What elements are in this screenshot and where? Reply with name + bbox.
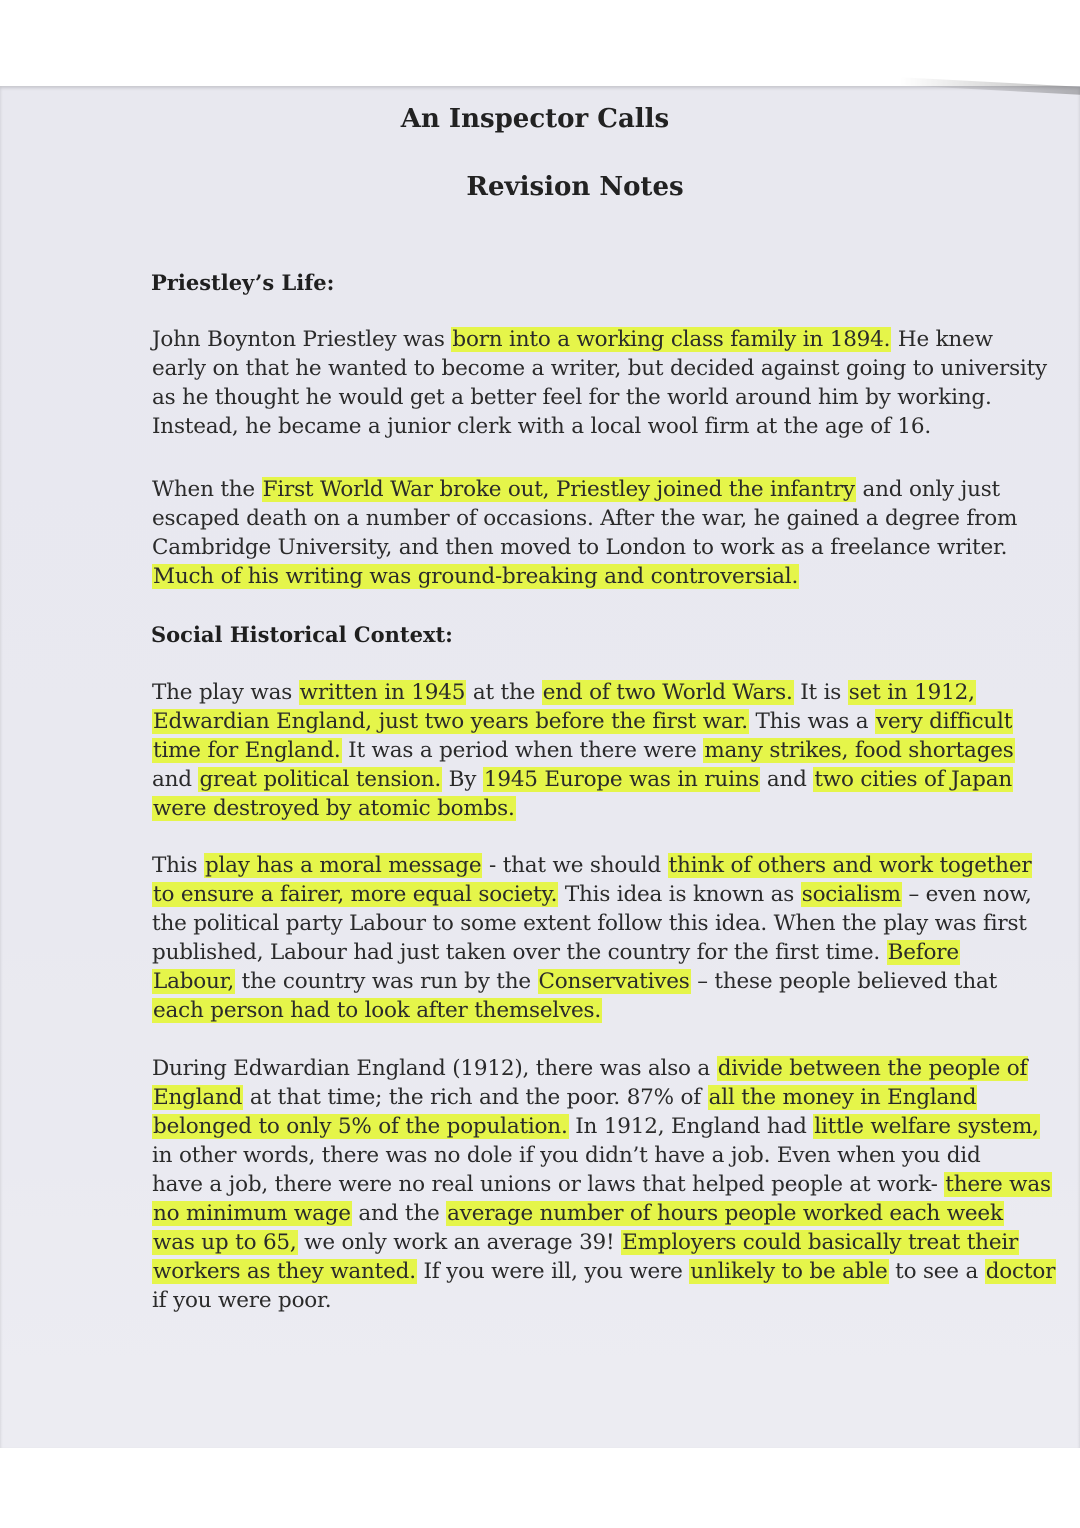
body-text: have a job, there were no real unions or laws that helped people at work-: [152, 1172, 945, 1197]
highlighted-text: First World War broke out, Priestley joined the infantry: [262, 477, 855, 502]
body-text: and: [760, 767, 814, 792]
text-line: [152, 1141, 992, 1170]
text-line: [152, 736, 1014, 765]
highlighted-text: unlikely to be able: [690, 1259, 888, 1284]
text-line: [152, 1257, 1056, 1286]
highlighted-text: all the money in England: [708, 1085, 977, 1110]
text-line: [152, 1199, 1003, 1228]
text-line: [152, 1228, 1019, 1257]
text-line: [152, 707, 1013, 736]
text-line: [152, 354, 1047, 383]
highlighted-text: were destroyed by atomic bombs.: [153, 796, 515, 821]
highlighted-text: set in 1912,: [848, 680, 975, 705]
paragraph-moral-message: [152, 851, 1032, 1025]
body-text: During Edwardian England (1912), there was also a: [152, 1056, 717, 1081]
highlighted-text: great political tension.: [199, 767, 442, 792]
text-line: [152, 938, 992, 967]
body-text: If you were ill, you were: [416, 1259, 690, 1284]
highlighted-text: was up to 65,: [153, 1230, 297, 1255]
body-text: – these people believed that: [690, 969, 998, 994]
highlighted-text: end of two World Wars.: [542, 680, 793, 705]
text-line: [152, 851, 1032, 880]
highlighted-text: to ensure a fairer, more equal society.: [153, 882, 558, 907]
highlighted-text: belonged to only 5% of the population.: [153, 1114, 568, 1139]
body-text: to see a: [888, 1259, 985, 1284]
highlighted-text: born into a working class family in 1894.: [452, 327, 891, 352]
body-text: – even now,: [901, 882, 1032, 907]
highlighted-text: doctor: [985, 1259, 1056, 1284]
body-text: This was a: [748, 709, 876, 734]
body-text: at the: [466, 680, 542, 705]
text-line: [152, 533, 1008, 562]
highlighted-text: no minimum wage: [153, 1201, 351, 1226]
body-text: Instead, he became a junior clerk with a local wool firm at the age of 16.: [152, 414, 931, 439]
text-line: [152, 1286, 992, 1315]
highlighted-text: 1945 Europe was in ruins: [483, 767, 760, 792]
body-text: and: [152, 767, 199, 792]
body-text: The play was: [152, 680, 299, 705]
text-line: [152, 909, 1027, 938]
highlighted-text: time for England.: [153, 738, 341, 763]
body-text: He knew: [891, 327, 993, 352]
highlighted-text: socialism: [801, 882, 901, 907]
document-subtitle: Revision Notes: [466, 172, 684, 202]
document-title: An Inspector Calls: [400, 104, 670, 134]
text-line: [152, 996, 992, 1025]
highlighted-text: workers as they wanted.: [153, 1259, 416, 1284]
body-text: and only just: [855, 477, 1000, 502]
paragraph-setting-and-date: [152, 678, 1014, 823]
body-text: When the: [152, 477, 262, 502]
text-line: [152, 1054, 1028, 1083]
highlighted-text: written in 1945: [299, 680, 466, 705]
text-line: [152, 325, 992, 354]
body-text: at that time; the rich and the poor. 87% of: [243, 1085, 708, 1110]
highlighted-text: Much of his writing was ground-breaking and controversial.: [153, 564, 799, 589]
section-heading-social-historical-context: Social Historical Context:: [151, 622, 453, 647]
body-text: escaped death on a number of occasions. After the war, he gained a degree from: [152, 506, 1018, 531]
body-text: Cambridge University, and then moved to London to work as a freelance writer.: [152, 535, 1008, 560]
body-text: the political party Labour to some extent follow this idea. When the play was first: [152, 911, 1027, 936]
text-line: [152, 383, 992, 412]
text-line: [152, 880, 1032, 909]
body-text: It is: [793, 680, 848, 705]
highlighted-text: many strikes, food shortages: [704, 738, 1014, 763]
text-line: [152, 1170, 1051, 1199]
highlighted-text: Employers could basically treat their: [622, 1230, 1019, 1255]
highlighted-text: little welfare system,: [814, 1114, 1039, 1139]
body-text: This: [152, 853, 204, 878]
highlighted-text: very difficult: [876, 709, 1013, 734]
text-line: [152, 967, 998, 996]
body-text: if you were poor.: [152, 1288, 332, 1313]
highlighted-text: average number of hours people worked each week: [447, 1201, 1003, 1226]
highlighted-text: two cities of Japan: [814, 767, 1012, 792]
body-text: This idea is known as: [558, 882, 801, 907]
text-line: [152, 1112, 1039, 1141]
body-text: early on that he wanted to become a writer, but decided against going to university: [152, 356, 1047, 381]
highlighted-text: Before: [887, 940, 959, 965]
body-text: published, Labour had just taken over the country for the first time.: [152, 940, 887, 965]
body-text: we only work an average 39!: [297, 1230, 622, 1255]
body-text: By: [442, 767, 483, 792]
body-text: the country was run by the: [235, 969, 538, 994]
body-text: in other words, there was no dole if you didn’t have a job. Even when you did: [152, 1143, 981, 1168]
highlighted-text: think of others and work together: [668, 853, 1032, 878]
body-text: and the: [351, 1201, 447, 1226]
text-line: [152, 504, 1018, 533]
body-text: It was a period when there were: [341, 738, 704, 763]
text-line: [152, 1083, 992, 1112]
body-text: John Boynton Priestley was: [152, 327, 452, 352]
highlighted-text: Labour,: [153, 969, 234, 994]
text-line: [152, 562, 992, 591]
paragraph-edwardian-divide: [152, 1054, 1056, 1315]
paragraph-war-and-career: [152, 475, 1018, 591]
section-heading-priestleys-life: Priestley’s Life:: [151, 270, 335, 295]
text-line: [152, 765, 1012, 794]
body-text: as he thought he would get a better feel for the world around him by working.: [152, 385, 992, 410]
paragraph-early-life: [152, 325, 1047, 441]
highlighted-text: play has a moral message: [204, 853, 482, 878]
highlighted-text: England: [153, 1085, 243, 1110]
text-line: [152, 794, 992, 823]
highlighted-text: Conservatives: [538, 969, 690, 994]
highlighted-text: each person had to look after themselves.: [153, 998, 602, 1023]
highlighted-text: Edwardian England, just two years before the first war.: [153, 709, 748, 734]
body-text: - that we should: [482, 853, 668, 878]
highlighted-text: divide between the people of: [717, 1056, 1028, 1081]
text-line: [152, 412, 992, 441]
text-line: [152, 678, 992, 707]
text-line: [152, 475, 1000, 504]
highlighted-text: there was: [945, 1172, 1051, 1197]
body-text: In 1912, England had: [568, 1114, 814, 1139]
